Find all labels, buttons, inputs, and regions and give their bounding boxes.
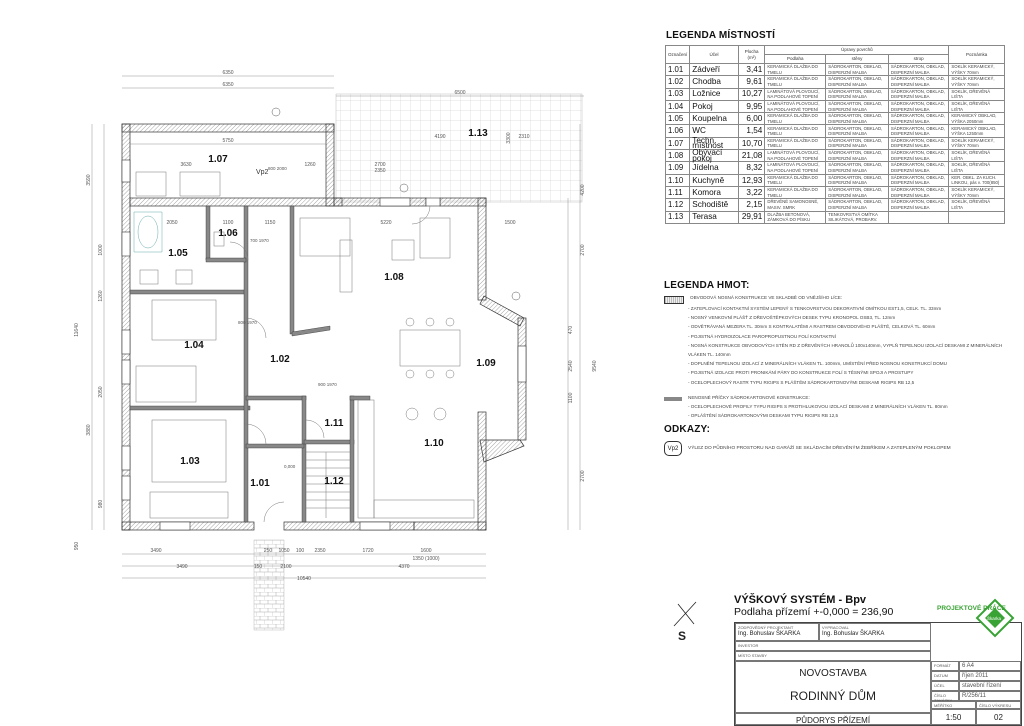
door-label-2: 700 1970 [250,238,269,243]
dim-bottom-12: 1350 (1000) [412,556,440,562]
col-header-area: Plocha (m²) [738,46,764,64]
room-code: 1.01 [666,64,690,76]
dim-top-7: 3630 [180,162,192,168]
dim-bottom-5: 1720 [362,548,374,554]
dim-left-4: 1260 [98,290,104,302]
room-label-1-02: 1.02 [270,354,290,365]
room-legend-title: LEGENDA MÍSTNOSTÍ [666,30,776,41]
reference-row [664,441,1014,456]
dim-top-15: 1100 [222,220,234,226]
col-header-surfaces: Úpravy povrchů [765,46,949,55]
room-walls: SÁDROKARTON, OBKLAD, DISPERZNÍ MALBA [826,137,889,149]
room-legend [662,26,1017,224]
room-floor: KERAMICKÁ DLAŽBA DO TMELU [765,125,826,137]
dim-left-8: 950 [74,541,80,551]
drawing-name: PŮDORYS PŘÍZEMÍ [795,716,871,725]
title-block [734,594,1020,725]
room-code: 1.07 [666,137,690,149]
room-walls: SÁDROKARTON, OBKLAD, DISPERZNÍ MALBA [826,174,889,186]
bearing-item: - ODVĚTRÁVANÁ MEZERA TL. 30mm S KONTRALATĚMI A RASTREM OBVODOVÉHO PLÁŠTĚ, CELKOVÁ TL. 60mm [688,324,936,330]
date-value: říjen 2011 [959,671,1021,681]
dim-top-13: 5220 [380,220,392,226]
dim-bottom-11: 4370 [398,564,410,570]
room-floor: KERAMICKÁ DLAŽBA DO TMELU [765,76,826,88]
room-label-1-12: 1.12 [324,476,344,487]
room-floor: KERAMICKÁ DLAŽBA DO TMELU [765,113,826,125]
site-cell [735,651,931,661]
svg-text:S: S [678,629,687,643]
prepared-by-label: VYPRACOVAL [822,625,849,630]
room-row [666,186,1005,198]
date-label: DATUM [931,671,959,681]
room-label-1-04: 1.04 [184,340,204,351]
purpose-value: stavební řízení [959,681,1021,691]
dim-bottom-6: 1600 [420,548,432,554]
room-row [666,199,1005,211]
responsible-designer-label: ZODPOVĚDNÝ PROJEKTANT [738,625,794,630]
dim-left-5: 2050 [98,386,104,398]
dim-left-2: 11640 [74,323,80,337]
dim-top-1: 6350 [222,70,234,76]
dim-bottom-3: 1050 [278,548,290,554]
col-header-ceiling: strop [888,55,949,64]
room-floor: LAMINÁTOVÁ PLOVOUCÍ, NA PODLAHOVÉ TOPENÍ [765,150,826,162]
dim-bottom-2: 250 [263,548,273,554]
room-row [666,76,1005,88]
room-area: 12,93 [738,174,764,186]
dim-left-3: 1000 [98,244,104,256]
room-ceiling: SÁDROKARTON, OBKLAD, DISPERZNÍ MALBA [888,199,949,211]
room-purpose: Schodiště [690,199,739,211]
windows [122,160,526,530]
room-note: KER. OBKL. ZA KUCH. LINKOU, pás v. 700(850) [949,174,1005,186]
room-area: 3,41 [738,64,764,76]
room-label-1-08: 1.08 [384,272,404,283]
room-walls: SÁDROKARTON, OBKLAD, DISPERZNÍ MALBA [826,199,889,211]
room-row [666,125,1005,137]
dim-top-16: 1150 [264,220,276,226]
col-header-walls: stěny [826,55,889,64]
room-note: SOKLÍK KERAMICKÝ, VÝŠKY 70mm [949,137,1005,149]
room-label-1-10: 1.10 [424,438,444,449]
format-label: FORMÁT [931,661,959,671]
room-row [666,88,1005,100]
drawing-number-value: 02 [976,709,1021,725]
room-purpose: Komora [690,186,739,198]
dim-bottom-7: 2350 [314,548,326,554]
room-area: 3,22 [738,186,764,198]
legend-bearing [664,295,1014,304]
room-purpose: Techn. místnost [690,137,739,149]
format-value: 6 A4 [959,661,1021,671]
room-floor: LAMINÁTOVÁ PLOVOUCÍ, NA PODLAHOVÉ TOPENÍ [765,88,826,100]
company-logo-icon [933,596,1021,640]
interior-walls [130,206,370,522]
bearing-items [664,304,1014,387]
room-code: 1.06 [666,125,690,137]
reference-text: VÝLEZ DO PŮDNÍHO PROSTORU NAD GARÁŽÍ SE SKLÁDACÍM DŘEVĚNÝM ŽEBŘÍKEM A ZATEPLENÝM POKLOPEM [688,446,951,451]
dim-top-14: 2050 [166,220,178,226]
room-area: 9,61 [738,76,764,88]
order-value: R/256/11 [959,691,1021,701]
dim-bottom-10: 150 [253,564,263,570]
room-walls: SÁDROKARTON, OBKLAD, DISPERZNÍ MALBA [826,100,889,112]
room-purpose: Kuchyně [690,174,739,186]
dim-top-8: 2700 [374,162,386,168]
drawing-number-label: ČÍSLO VÝKRESU [976,701,1021,709]
dim-bottom-13: 10540 [297,576,311,582]
room-note: SOKLÍK, DŘEVĚNÁ LIŠTA [949,100,1005,112]
room-ceiling: SÁDROKARTON, OBKLAD, DISPERZNÍ MALBA [888,186,949,198]
room-walls: SÁDROKARTON, OBKLAD, DISPERZNÍ MALBA [826,64,889,76]
dim-bottom-1: 3490 [150,548,162,554]
dim-top-9: 3300 [506,132,512,144]
dim-bottom-8: 3490 [176,564,188,570]
bearing-item: - NOSNÁ KONSTRUKCE OBVODOVÝCH STĚN RD Z DŘEVĚNÝCH HRANOLŮ 100x140mm, VYPLŇ TEPELNOU IZOLACÍ DESKAMI Z MINERÁLNÍCH VLÁKEN TL. 140mm [688,342,1003,358]
room-ceiling: SÁDROKARTON, OBKLAD, DISPERZNÍ MALBA [888,113,949,125]
drawing-name-cell [735,713,931,725]
room-label-1-09: 1.09 [476,358,496,369]
col-header-note: Poznámka [949,46,1005,64]
dim-top-4: 5750 [222,138,234,144]
room-ceiling: SÁDROKARTON, OBKLAD, DISPERZNÍ MALBA [888,88,949,100]
room-walls: SÁDROKARTON, OBKLAD, DISPERZNÍ MALBA [826,150,889,162]
room-ceiling: SÁDROKARTON, OBKLAD, DISPERZNÍ MALBA [888,150,949,162]
room-label-1-13: 1.13 [468,128,488,139]
room-note: SOKLÍK, DŘEVĚNÁ LIŠTA [949,150,1005,162]
bearing-item: - POJISTNÁ IZOLACE PROTI PRONIKÁNÍ PÁRY DO KONSTRUKCE FOLÍ S TĚSNÝMI SPOJI A PROSTUPY [688,370,914,376]
room-note: SOKLÍK, DŘEVĚNÁ LIŠTA [949,88,1005,100]
room-label-1-07: 1.07 [208,154,228,165]
room-note [949,211,1005,223]
room-floor: LAMINÁTOVÁ PLOVOUCÍ, NA PODLAHOVÉ TOPENÍ [765,162,826,174]
dim-right-3: 9540 [592,360,598,372]
legend-bearing-text: OBVODOVÁ NOSNÁ KONSTRUKCE VE SKLADBĚ OD VNĚJŠÍHO LÍCE: [690,295,843,300]
nonbearing-item: - OCELOPLECHOVÉ PROFILY TYPU RIGIPS S PROTIHLUKOVOU IZOLACÍ DESKAMI Z MINERÁLNÍCH VLÁKEN TL. 80mm [688,403,948,409]
room-note: SOKLÍK KERAMICKÝ, VÝŠKY 70mm [949,76,1005,88]
room-row [666,100,1005,112]
room-row [666,113,1005,125]
room-purpose: Koupelna [690,113,739,125]
room-area: 1,54 [738,125,764,137]
investor-label: INVESTOR [738,643,759,648]
dim-right-1: 4200 [580,184,586,196]
room-area: 6,00 [738,113,764,125]
room-floor: KERAMICKÁ DLAŽBA DO TMELU [765,137,826,149]
room-ceiling: SÁDROKARTON, OBKLAD, DISPERZNÍ MALBA [888,125,949,137]
nonbearing-item: - OPLÁŠTĚNÍ SÁDROKARTONOVÝMI DESKAMI TYPU RIGIPS RB 12,5 [688,412,839,418]
room-label-1-03: 1.03 [180,456,200,467]
dim-top-6: 2310 [518,134,530,140]
height-system: VÝŠKOVÝ SYSTÉM - Bpv [734,594,867,606]
room-area: 9,95 [738,100,764,112]
dim-top-5: 4190 [434,134,446,140]
purpose-label: ÚČEL [931,681,959,691]
room-note: SOKLÍK, DŘEVĚNÁ LIŠTA [949,162,1005,174]
room-purpose: Obývací pokoj [690,150,739,162]
room-ceiling: SÁDROKARTON, OBKLAD, DISPERZNÍ MALBA [888,174,949,186]
door-label-1: 800 1970 [238,320,257,325]
room-table-body [666,64,1005,224]
room-area: 10,70 [738,137,764,149]
room-ceiling: SÁDROKARTON, OBKLAD, DISPERZNÍ MALBA [888,162,949,174]
responsible-designer-name: Ing. Bohuslav ŠKARKA [738,631,801,637]
room-code: 1.04 [666,100,690,112]
room-code: 1.02 [666,76,690,88]
logo-text-2: Škarka [987,616,1002,621]
room-note: KERAMICKÝ OBKLAD, VÝŠKA 1250mm [949,125,1005,137]
room-area: 2,15 [738,199,764,211]
terrace-area [336,94,582,202]
room-row [666,174,1005,186]
scale-label: MĚŘÍTKO [931,701,976,709]
room-table [665,45,1005,224]
nonbearing-items [664,402,1014,420]
project-name-cell [735,661,931,713]
room-floor: KERAMICKÁ DLAŽBA DO TMELU [765,186,826,198]
room-note: SOKLÍK, DŘEVĚNÁ LIŠTA [949,199,1005,211]
room-ceiling: SÁDROKARTON, OBKLAD, DISPERZNÍ MALBA [888,137,949,149]
dim-right-6: 1100 [568,392,574,404]
room-walls: SÁDROKARTON, OBKLAD, DISPERZNÍ MALBA [826,186,889,198]
room-floor: DLAŽBA BETONOVÁ, ZÁMKOVÁ DO PÍSKU [765,211,826,223]
scale-value: 1:50 [931,709,976,725]
col-header-purpose: Účel [690,46,739,64]
bearing-item: - NOSNÝ VENKOVNÍ PLÁŠŤ Z DŘEVOŠTĚPKOVÝCH DESEK TYPU KRONOPOL OSB3, TL. 12mm [688,315,896,321]
responsible-designer-cell [735,623,819,641]
dim-right-4: 470 [568,325,574,335]
door-label-3: 900 1970 [318,382,337,387]
room-label-1-01: 1.01 [250,478,270,489]
room-ceiling: SÁDROKARTON, OBKLAD, DISPERZNÍ MALBA [888,100,949,112]
investor-cell [735,641,931,651]
bearing-item: - OCELOPLECHOVÝ RASTR TYPU RIGIPS S PLÁŠTĚM SÁDROKARTONOVÝMI DESKAMI RIGIPS RB 12,5 [688,379,915,385]
dim-top-2: 6350 [222,82,234,88]
room-label-1-05: 1.05 [168,248,188,259]
room-area: 29,91 [738,211,764,223]
room-label-1-11: 1.11 [324,418,344,429]
room-code: 1.09 [666,162,690,174]
bearing-wall-swatch [664,296,684,304]
project-type: NOVOSTAVBA [799,668,867,679]
room-floor: KERAMICKÁ DLAŽBA DO TMELU [765,64,826,76]
room-purpose: Terasa [690,211,739,223]
room-area: 8,32 [738,162,764,174]
room-floor: LAMINÁTOVÁ PLOVOUCÍ, NA PODLAHOVÉ TOPENÍ [765,100,826,112]
references-title: ODKAZY: [664,424,711,435]
room-note: SOKLÍK KERAMICKÝ, VÝŠKY 70mm [949,186,1005,198]
dim-bottom-4: 100 [295,548,305,554]
room-walls: SÁDROKARTON, OBKLAD, DISPERZNÍ MALBA [826,88,889,100]
door-label-4: 800 2000 [268,166,287,171]
room-floor: KERAMICKÁ DLAŽBA DO TMELU [765,174,826,186]
dim-bottom-9: 2100 [280,564,292,570]
room-walls: SÁDROKARTON, OBKLAD, DISPERZNÍ MALBA [826,76,889,88]
col-header-floor: Podlaha [765,55,826,64]
order-label: ČÍSLO ZAKÁZKY [931,691,959,701]
marker-level: 0,000 [284,464,296,469]
room-walls: SÁDROKARTON, OBKLAD, DISPERZNÍ MALBA [826,125,889,137]
project-name: RODINNÝ DŮM [790,689,876,703]
dim-top-12: 1500 [504,220,516,226]
room-floor: DŘEVĚNÉ SAMONOSNÉ, MASIV. SMRK [765,199,826,211]
section-marker [272,108,280,116]
legend-nonbearing [664,395,1014,402]
room-area: 21,08 [738,150,764,162]
references [664,420,1014,456]
prepared-by-name: Ing. Bohuslav ŠKARKA [822,631,885,637]
bearing-item: - ZATEPLOVACÍ KONTAKTNÍ SYSTÉM LEPENÝ S TENKOVRSTVOU DEKORATIVNÍ OMÍTKOU EST1,5, CELK. TL. 33mm [688,306,942,311]
room-code: 1.13 [666,211,690,223]
dim-right-7: 2700 [580,470,586,482]
room-purpose: Zádveří [690,64,739,76]
room-purpose: Pokoj [690,100,739,112]
room-walls: SÁDROKARTON, OBKLAD, DISPERZNÍ MALBA [826,113,889,125]
material-legend [664,276,1014,420]
room-row [666,211,1005,223]
room-label-1-06: 1.06 [218,228,238,239]
marker-vp2: Vp2 [256,169,269,176]
room-row [666,150,1005,162]
bearing-item: - POJISTNÁ HYDROIZOLACE PAROPROPUSTNOU FOLÍ KONTAKTNÍ [688,333,836,339]
room-ceiling: SÁDROKARTON, OBKLAD, DISPERZNÍ MALBA [888,76,949,88]
room-code: 1.12 [666,199,690,211]
dim-top-10: 2350 [374,168,386,174]
room-purpose: Chodba [690,76,739,88]
dim-right-2: 2700 [580,244,586,256]
room-walls: SÁDROKARTON, OBKLAD, DISPERZNÍ MALBA [826,162,889,174]
material-legend-title: LEGENDA HMOT: [664,280,750,291]
floor-level: Podlaha přízemí +-0,000 = 236,90 [734,606,894,618]
section-marker [512,292,520,300]
prepared-by-cell [819,623,931,641]
reference-tag: Vp2 [664,441,682,456]
room-walls: TENKOVRSTVÁ OMÍTKA SILIKÁTOVÁ, PROBARV. [826,211,889,223]
dim-top-11: 1260 [304,162,316,168]
dim-top-3: 6500 [454,90,466,96]
bearing-item: - DOPLNĚNÍ TEPELNOU IZOLACÍ Z MINERÁLNÍCH VLÁKEN TL. 100mm, UMÍSTĚNÍ PŘED NOSNOU KONSTRUKCÍ DOMU [688,361,947,367]
room-row [666,162,1005,174]
logo-text-1: PROJEKTOVÉ PRÁCE [937,605,1006,612]
room-area: 10,27 [738,88,764,100]
dim-left-1: 3590 [86,174,92,186]
dim-right-5: 2540 [568,360,574,372]
partition-wall-swatch [664,397,682,401]
room-code: 1.05 [666,113,690,125]
room-note: KERAMICKÝ OBKLAD, VÝŠKA 2050mm [949,113,1005,125]
room-purpose: WC [690,125,739,137]
legend-nonbearing-text: NENOSNÉ PŘÍČKY SÁDROKARTONOVÉ KONSTRUKCE: [688,394,810,400]
room-code: 1.10 [666,174,690,186]
room-code: 1.08 [666,150,690,162]
north-arrow-icon [668,598,708,648]
room-code: 1.03 [666,88,690,100]
room-row [666,64,1005,76]
room-ceiling: SÁDROKARTON, OBKLAD, DISPERZNÍ MALBA [888,64,949,76]
col-header-code: Označení [666,46,690,64]
dim-left-7: 980 [98,499,104,509]
dim-left-6: 3880 [86,424,92,436]
room-note: SOKLÍK KERAMICKÝ, VÝŠKY 70mm [949,64,1005,76]
room-purpose: Ložnice [690,88,739,100]
company-logo [931,595,1021,641]
room-ceiling [888,211,949,223]
room-purpose: Jídelna [690,162,739,174]
room-code: 1.11 [666,186,690,198]
site-label: MÍSTO STAVBY [738,653,767,658]
